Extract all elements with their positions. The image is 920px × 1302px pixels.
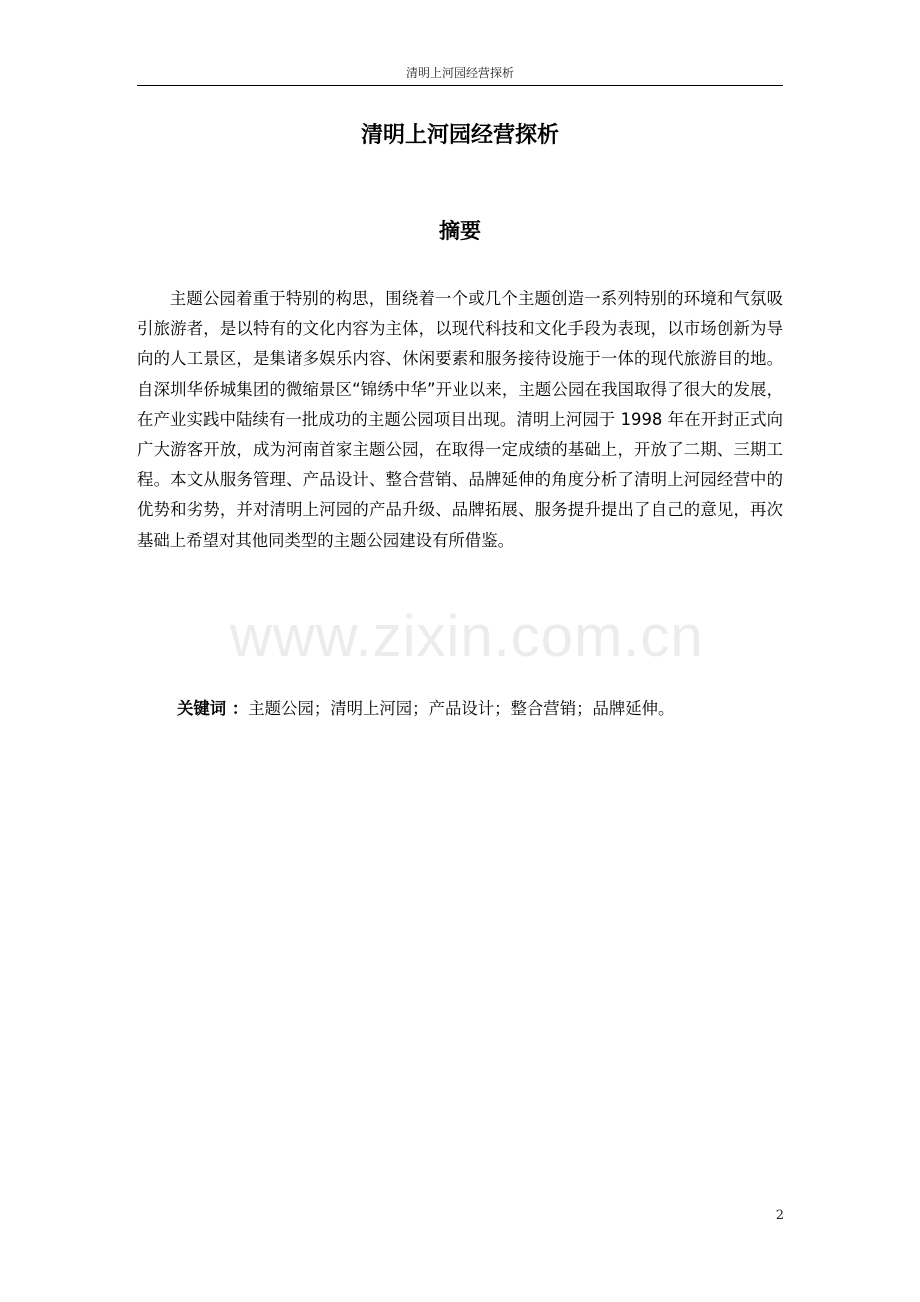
keywords-line (177, 694, 783, 724)
page-number: 2 (775, 1208, 784, 1223)
watermark-text: www.zixin.com.cn (230, 604, 704, 669)
document-title: 清明上河园经营探析 (360, 123, 559, 148)
abstract-paragraph: 主题公园着重于特别的构思，围绕着一个或几个主题创造一系列特别的环境和气氛吸引旅游者，是以特有的文化内容为主体，以现代科技和文化手段为表现，以市场创新为导向的人工景区，是集诸多娱乐内容、休闲要素和服务接待设施于一体的现代旅游目的地。自深圳华侨城集团的微缩景区“锦绣中华”开业以来，主题公园在我国取得了很大的发展，在产业实践中陆续有一批成功的主题公园项目出现。清明上河园于 1998 年在开封正式向广大游客开放，成为河南首家主题公园，在取得一定成绩的基础上，开放了二期、三期工程。本文从服务管理、产品设计、整合营销、品牌延伸的角度分析了清明上河园经营中的优势和劣势，并对清明上河园的产品升级、品牌拓展、服务提升提出了自己的意见，再次基础上希望对其他同类型的主题公园建设有所借鉴。 (137, 289, 783, 550)
header-divider (137, 85, 783, 86)
running-header-title: 清明上河园经营探析 (405, 66, 514, 80)
keywords-separator: ： (226, 699, 249, 718)
keywords-label: 关键词 (177, 699, 227, 718)
abstract-heading: 摘要 (439, 219, 481, 243)
keywords-list: 主题公园；清明上河园；产品设计；整合营销；品牌延伸。 (248, 699, 675, 718)
